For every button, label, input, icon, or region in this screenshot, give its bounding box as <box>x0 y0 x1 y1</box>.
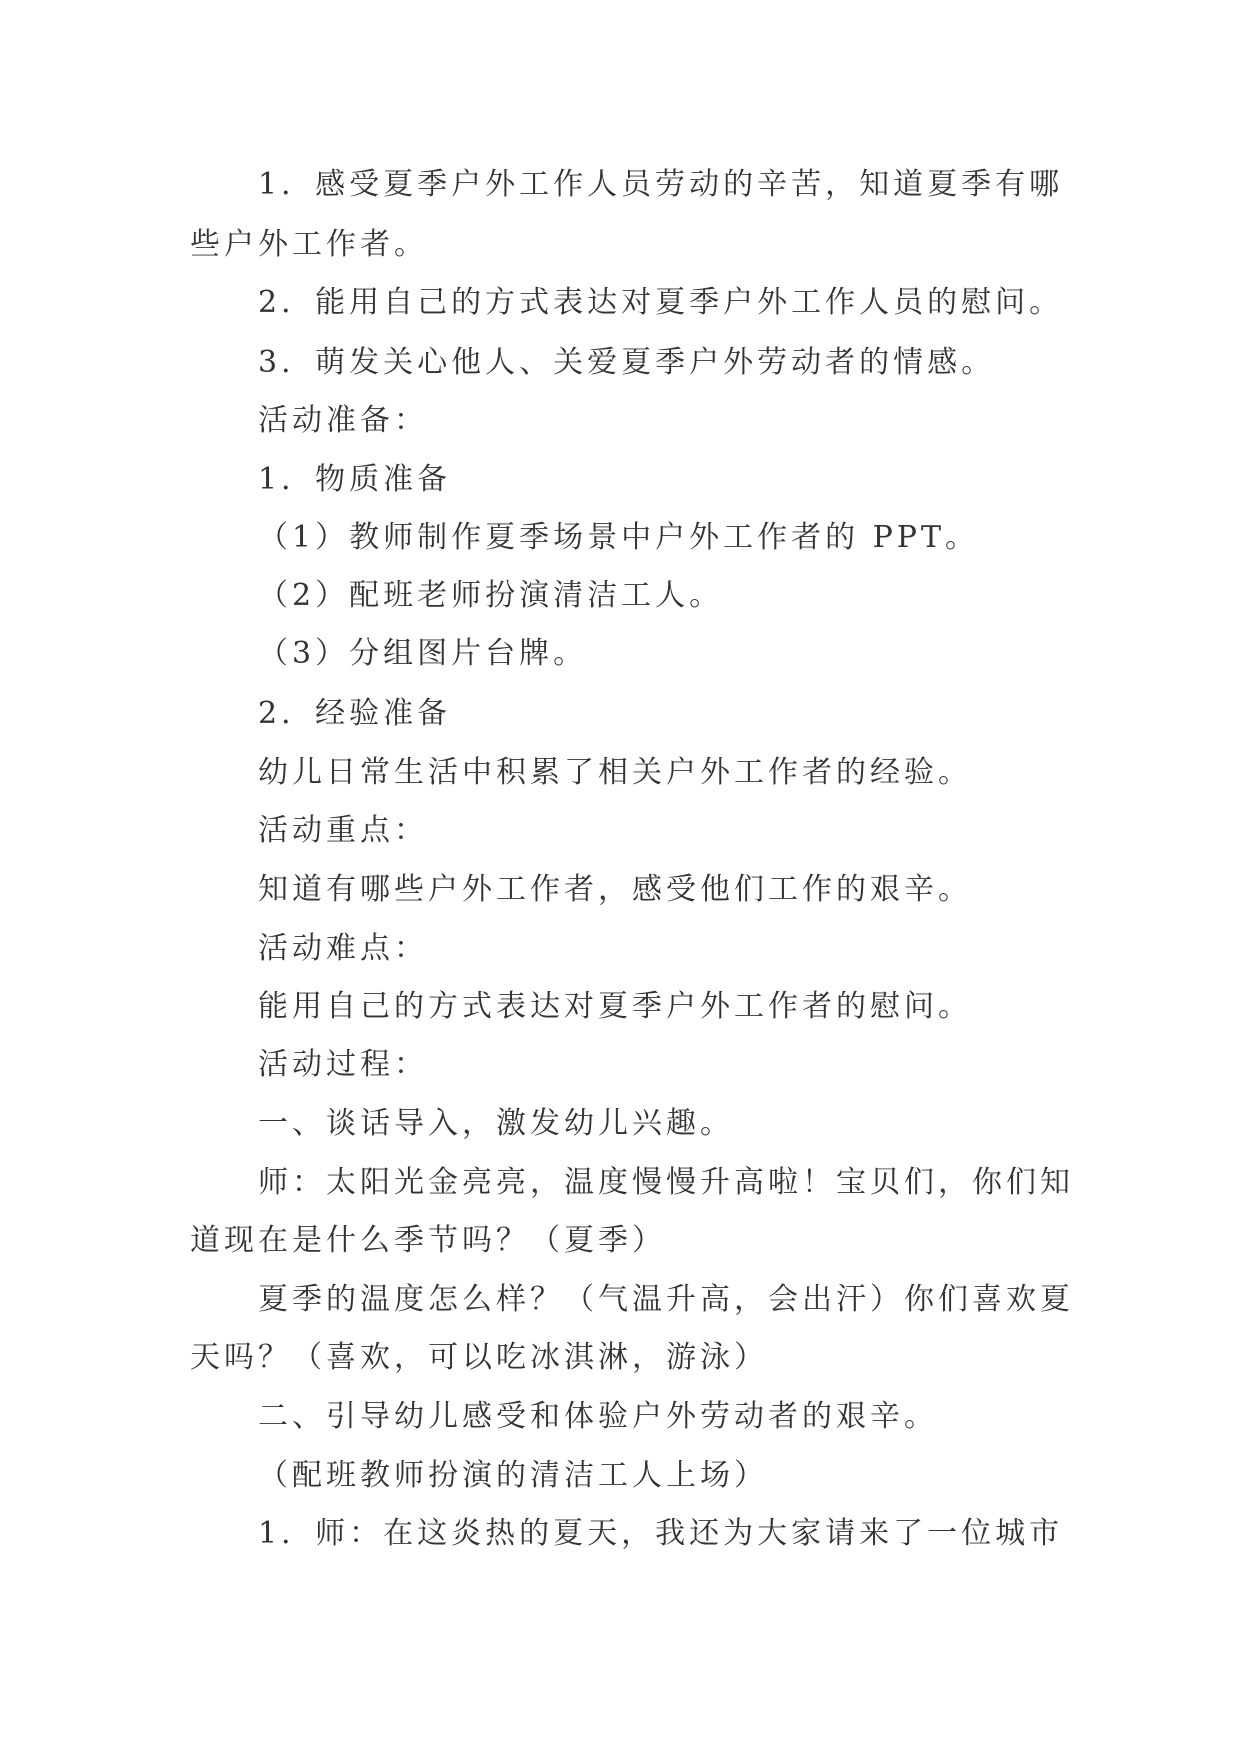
dialogue-paragraph-1-line-1: 师：太阳光金亮亮，温度慢慢升高啦！宝贝们，你们知 <box>258 1165 1074 1200</box>
stage-direction: （配班教师扮演的清洁工人上场） <box>258 1458 768 1493</box>
process-step-2-heading: 二、引导幼儿感受和体验户外劳动者的艰辛。 <box>258 1399 938 1434</box>
material-item-1: （1）教师制作夏季场景中户外工作者的 PPT。 <box>258 520 980 555</box>
dialogue-paragraph-1-line-2: 道现在是什么季节吗？（夏季） <box>190 1223 666 1258</box>
process-step-1-heading: 一、谈话导入，激发幼儿兴趣。 <box>258 1106 734 1141</box>
material-item-3: （3）分组图片台牌。 <box>258 636 588 671</box>
objective-1-line-1: 1．感受夏季户外工作人员劳动的辛苦，知道夏季有哪 <box>258 167 1064 202</box>
difficulty-text: 能用自己的方式表达对夏季户外工作者的慰问。 <box>258 989 972 1024</box>
dialogue-paragraph-3-line-1: 1．师：在这炎热的夏天，我还为大家请来了一位城市 <box>258 1516 1064 1551</box>
objective-3: 3．萌发关心他人、关爱夏季户外劳动者的情感。 <box>258 345 996 380</box>
dialogue-paragraph-2-line-1: 夏季的温度怎么样？（气温升高，会出汗）你们喜欢夏 <box>258 1282 1074 1317</box>
section-heading-preparation: 活动准备： <box>258 403 428 438</box>
experience-preparation-text: 幼儿日常生活中积累了相关户外工作者的经验。 <box>258 755 972 790</box>
material-item-2: （2）配班老师扮演清洁工人。 <box>258 578 724 613</box>
section-heading-difficulty: 活动难点： <box>258 931 428 966</box>
section-heading-process: 活动过程： <box>258 1047 428 1082</box>
experience-preparation-heading: 2．经验准备 <box>258 696 452 731</box>
section-heading-key-point: 活动重点： <box>258 813 428 848</box>
material-preparation-heading: 1．物质准备 <box>258 462 452 497</box>
dialogue-paragraph-2-line-2: 天吗？（喜欢，可以吃冰淇淋，游泳） <box>190 1340 768 1375</box>
key-point-text: 知道有哪些户外工作者，感受他们工作的艰辛。 <box>258 872 972 907</box>
objective-2: 2．能用自己的方式表达对夏季户外工作人员的慰问。 <box>258 285 1064 320</box>
objective-1-line-2: 些户外工作者。 <box>190 227 428 262</box>
